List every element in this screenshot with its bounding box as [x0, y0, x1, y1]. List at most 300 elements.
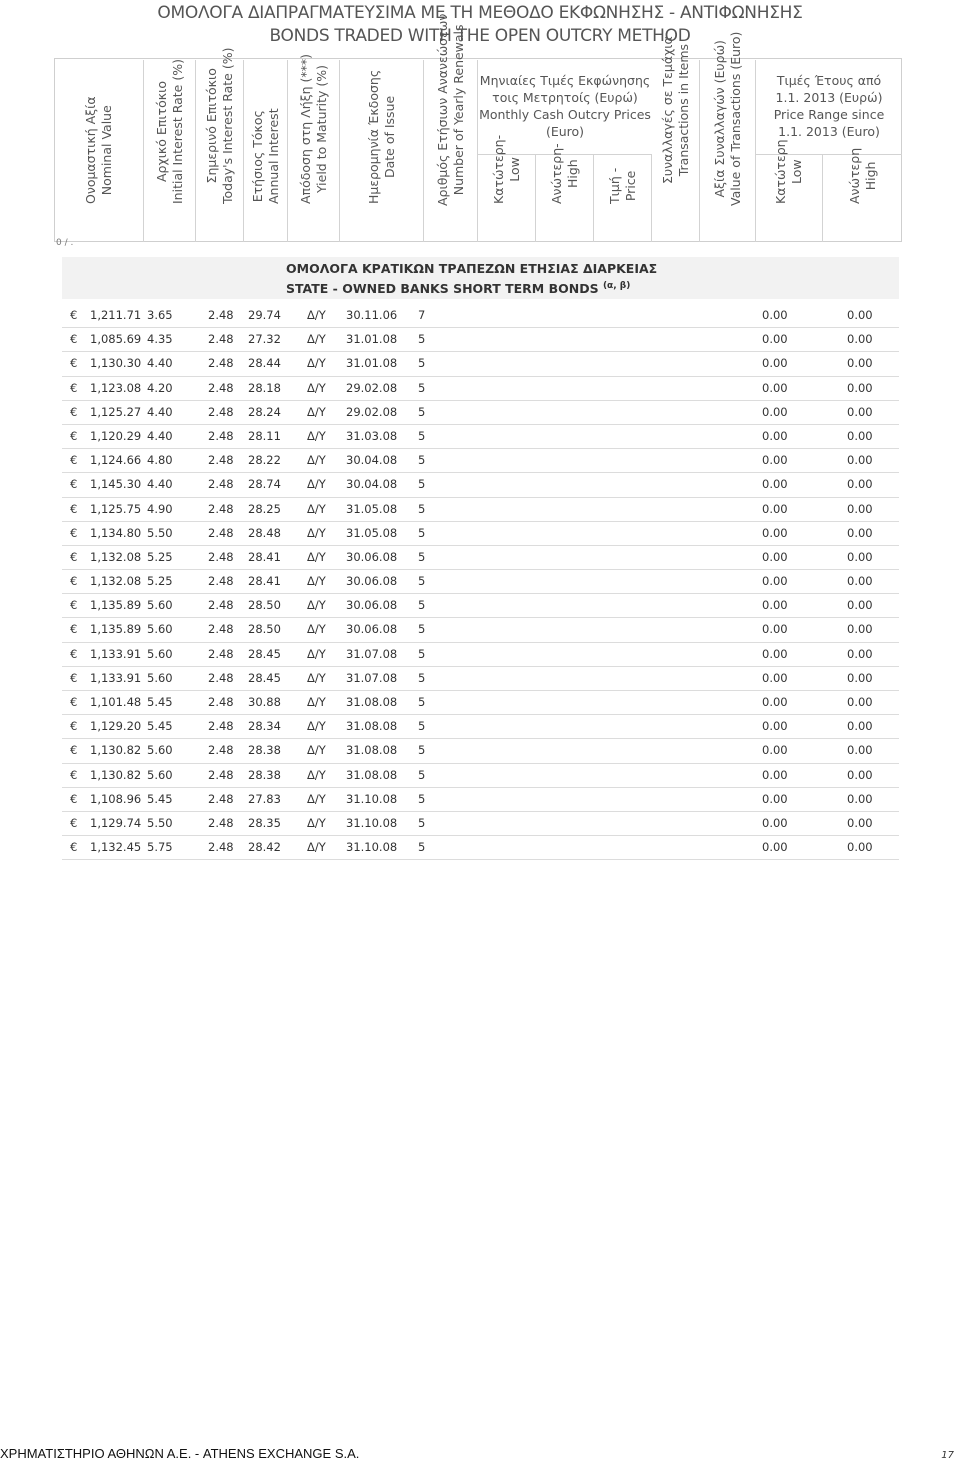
cell-year-high: 0.00 [847, 501, 873, 516]
cell-annual-interest: 28.50 [248, 598, 281, 613]
cell-todays-rate: 2.48 [208, 332, 234, 347]
header-monthly-high-gr: Ανώτερη- [548, 143, 564, 204]
cell-issue-date: 31.08.08 [346, 743, 398, 758]
cell-renewals: 5 [418, 840, 426, 855]
cell-nominal-value: 1,133.91 [90, 646, 142, 661]
cell-yield: Δ/Υ [307, 622, 326, 637]
cell-annual-interest: 28.41 [248, 574, 281, 589]
cell-year-low: 0.00 [762, 815, 788, 830]
cell-todays-rate: 2.48 [208, 719, 234, 734]
cell-yield: Δ/Υ [307, 380, 326, 395]
header-transactions-en: Transactions in Items [675, 43, 691, 177]
cell-todays-rate: 2.48 [208, 791, 234, 806]
cell-nominal-value: 1,130.82 [90, 767, 142, 782]
cell-annual-interest: 28.48 [248, 525, 281, 540]
header-todays-rate-en: Today's Interest Rate (%) [219, 47, 235, 204]
footer-text: ΧΡΗΜΑΤΙΣΤΗΡΙΟ ΑΘΗΝΩΝ Α.Ε. - ATHENS EXCHANGE S.A. [0, 1446, 360, 1461]
cell-nominal-value: 1,125.27 [90, 404, 142, 419]
cell-annual-interest: 28.22 [248, 453, 281, 468]
cell-currency: € [70, 815, 78, 830]
cell-nominal-value: 1,145.30 [90, 477, 142, 492]
header-monthly-high [536, 143, 594, 242]
cell-initial-rate: 4.20 [147, 380, 173, 395]
table-row [62, 304, 899, 328]
cell-annual-interest: 28.38 [248, 743, 281, 758]
cell-currency: € [70, 501, 78, 516]
cell-renewals: 5 [418, 743, 426, 758]
cell-annual-interest: 28.11 [248, 428, 281, 443]
cell-todays-rate: 2.48 [208, 380, 234, 395]
cell-todays-rate: 2.48 [208, 815, 234, 830]
cell-year-low: 0.00 [762, 598, 788, 613]
cell-initial-rate: 5.50 [147, 525, 173, 540]
cell-yield: Δ/Υ [307, 453, 326, 468]
cell-todays-rate: 2.48 [208, 428, 234, 443]
cell-nominal-value: 1,124.66 [90, 453, 142, 468]
cell-todays-rate: 2.48 [208, 453, 234, 468]
cell-issue-date: 30.06.08 [346, 598, 398, 613]
cell-nominal-value: 1,130.82 [90, 743, 142, 758]
cell-year-high: 0.00 [847, 598, 873, 613]
cell-annual-interest: 28.41 [248, 549, 281, 564]
cell-initial-rate: 4.35 [147, 332, 173, 347]
cell-annual-interest: 28.24 [248, 404, 281, 419]
cell-currency: € [70, 332, 78, 347]
cell-year-high: 0.00 [847, 477, 873, 492]
header-annual-interest [244, 60, 288, 242]
cell-year-low: 0.00 [762, 477, 788, 492]
cell-annual-interest: 30.88 [248, 695, 281, 709]
header-annual-interest-en: Annual Interest [265, 108, 281, 204]
cell-initial-rate: 5.60 [147, 767, 173, 782]
cell-nominal-value: 1,129.74 [90, 815, 142, 830]
header-year-gr-2: 1.1. 2013 (Ευρώ) [775, 90, 883, 105]
cell-annual-interest: 28.44 [248, 356, 281, 371]
cell-renewals: 5 [418, 332, 426, 347]
cell-nominal-value: 1,130.30 [90, 356, 142, 371]
cell-yield: Δ/Υ [307, 404, 326, 419]
cell-issue-date: 30.04.08 [346, 477, 398, 492]
header-transactions [652, 36, 700, 242]
table-row [62, 570, 899, 594]
cell-annual-interest: 28.45 [248, 646, 281, 661]
cell-issue-date: 31.08.08 [346, 695, 398, 709]
header-year-range [756, 72, 902, 140]
cell-todays-rate: 2.48 [208, 549, 234, 564]
table-row [62, 764, 899, 788]
cell-yield: Δ/Υ [307, 743, 326, 758]
cell-nominal-value: 1,135.89 [90, 622, 142, 637]
cell-currency: € [70, 308, 78, 322]
header-monthly-price-en: Price [622, 170, 638, 202]
cell-year-low: 0.00 [762, 453, 788, 468]
cell-year-high: 0.00 [847, 767, 873, 782]
table-row [62, 473, 899, 497]
cell-currency: € [70, 840, 78, 855]
cell-renewals: 5 [418, 815, 426, 830]
cell-renewals: 7 [418, 308, 426, 322]
table-row [62, 401, 899, 425]
cell-todays-rate: 2.48 [208, 622, 234, 637]
cell-year-low: 0.00 [762, 380, 788, 395]
table-row [62, 739, 899, 763]
header-todays-rate [196, 47, 244, 242]
cell-issue-date: 31.01.08 [346, 332, 398, 347]
table-row [62, 715, 899, 739]
header-todays-rate-gr: Σημερινό Επιτόκιο [203, 68, 219, 184]
cell-annual-interest: 27.32 [248, 332, 281, 347]
cell-year-high: 0.00 [847, 646, 873, 661]
header-year-gr-1: Τιμές Έτους από [776, 73, 882, 88]
cell-year-low: 0.00 [762, 525, 788, 540]
header-monthly-low-gr: Κατώτερη- [490, 134, 506, 204]
cell-year-low: 0.00 [762, 404, 788, 419]
header-year-high-gr: Ανώτερη [846, 147, 862, 204]
cell-yield: Δ/Υ [307, 815, 326, 830]
header-monthly-gr-1: Μηνιαίες Τιμές Εκφώνησης [479, 73, 651, 88]
cell-initial-rate: 4.40 [147, 477, 173, 492]
cell-issue-date: 31.08.08 [346, 719, 398, 734]
header-monthly-en-2: (Euro) [545, 124, 585, 139]
header-monthly-high-en: High [564, 159, 580, 189]
section-title-greek: ΟΜΟΛΟΓΑ ΚΡΑΤΙΚΩΝ ΤΡΑΠΕΖΩΝ ΕΤΗΣΙΑΣ ΔΙΑΡΚΕΙΑΣ [286, 261, 658, 276]
cell-initial-rate: 4.40 [147, 356, 173, 371]
header-monthly-en-1: Monthly Cash Outcry Prices [479, 107, 651, 122]
cell-yield: Δ/Υ [307, 477, 326, 492]
cell-renewals: 5 [418, 501, 426, 516]
cell-renewals: 5 [418, 695, 426, 709]
cell-year-high: 0.00 [847, 453, 873, 468]
header-issue-date [340, 60, 424, 242]
cell-initial-rate: 5.45 [147, 695, 173, 709]
cell-annual-interest: 28.18 [248, 380, 281, 395]
header-year-high [823, 147, 902, 242]
cell-issue-date: 30.06.08 [346, 622, 398, 637]
header-renewals [424, 13, 478, 242]
table-row [62, 498, 899, 522]
cell-renewals: 5 [418, 453, 426, 468]
section-title-english-wrap [286, 281, 630, 296]
cell-todays-rate: 2.48 [208, 598, 234, 613]
cell-annual-interest: 28.50 [248, 622, 281, 637]
cell-year-high: 0.00 [847, 525, 873, 540]
cell-year-low: 0.00 [762, 695, 788, 709]
table-row [62, 667, 899, 691]
cell-nominal-value: 1,132.08 [90, 574, 142, 589]
cell-yield: Δ/Υ [307, 501, 326, 516]
cell-year-low: 0.00 [762, 767, 788, 782]
cell-todays-rate: 2.48 [208, 695, 234, 709]
cell-year-high: 0.00 [847, 549, 873, 564]
cell-currency: € [70, 453, 78, 468]
cell-initial-rate: 4.90 [147, 501, 173, 516]
table-row [62, 546, 899, 570]
cell-year-low: 0.00 [762, 501, 788, 516]
cell-year-low: 0.00 [762, 840, 788, 855]
cell-renewals: 5 [418, 646, 426, 661]
cell-todays-rate: 2.48 [208, 356, 234, 371]
table-row [62, 449, 899, 473]
table-row [62, 522, 899, 546]
cell-currency: € [70, 646, 78, 661]
header-stub-text: 0 / . [56, 238, 74, 248]
header-value-gr: Αξία Συναλλαγών (Ευρώ) [711, 40, 727, 198]
cell-year-low: 0.00 [762, 646, 788, 661]
cell-year-high: 0.00 [847, 404, 873, 419]
cell-year-high: 0.00 [847, 622, 873, 637]
cell-currency: € [70, 695, 78, 709]
cell-issue-date: 31.03.08 [346, 428, 398, 443]
cell-year-low: 0.00 [762, 428, 788, 443]
header-monthly-low-en: Low [506, 157, 522, 182]
cell-year-low: 0.00 [762, 549, 788, 564]
table-row [62, 328, 899, 352]
cell-year-high: 0.00 [847, 332, 873, 347]
cell-year-high: 0.00 [847, 308, 873, 322]
cell-currency: € [70, 356, 78, 371]
cell-todays-rate: 2.48 [208, 840, 234, 855]
cell-issue-date: 31.05.08 [346, 501, 398, 516]
section-note: (α, β) [602, 281, 631, 291]
cell-issue-date: 30.06.08 [346, 549, 398, 564]
cell-initial-rate: 4.40 [147, 404, 173, 419]
cell-renewals: 5 [418, 525, 426, 540]
cell-nominal-value: 1,133.91 [90, 670, 142, 685]
header-year-en-1: Price Range since [773, 107, 885, 122]
cell-initial-rate: 5.45 [147, 791, 173, 806]
cell-renewals: 5 [418, 719, 426, 734]
cell-nominal-value: 1,211.71 [90, 308, 142, 322]
cell-initial-rate: 4.80 [147, 453, 173, 468]
cell-issue-date: 31.07.08 [346, 670, 398, 685]
table-row [62, 691, 899, 715]
cell-renewals: 5 [418, 549, 426, 564]
header-issue-date-en: Date of Issue [381, 95, 397, 179]
cell-currency: € [70, 719, 78, 734]
cell-renewals: 5 [418, 670, 426, 685]
cell-todays-rate: 2.48 [208, 501, 234, 516]
cell-yield: Δ/Υ [307, 356, 326, 371]
cell-yield: Δ/Υ [307, 840, 326, 855]
cell-todays-rate: 2.48 [208, 743, 234, 758]
table-row [62, 812, 899, 836]
cell-initial-rate: 5.50 [147, 815, 173, 830]
cell-issue-date: 31.01.08 [346, 356, 398, 371]
page-number: 17 [941, 1450, 954, 1461]
header-yield-en: Yield to Maturity (%) [313, 64, 329, 194]
cell-issue-date: 31.05.08 [346, 525, 398, 540]
cell-issue-date: 31.10.08 [346, 791, 398, 806]
cell-currency: € [70, 428, 78, 443]
cell-initial-rate: 5.75 [147, 840, 173, 855]
cell-currency: € [70, 549, 78, 564]
cell-initial-rate: 3.65 [147, 308, 173, 322]
cell-initial-rate: 5.60 [147, 646, 173, 661]
cell-currency: € [70, 622, 78, 637]
cell-nominal-value: 1,085.69 [90, 332, 142, 347]
cell-renewals: 5 [418, 404, 426, 419]
cell-annual-interest: 28.42 [248, 840, 281, 855]
table-row [62, 618, 899, 642]
cell-nominal-value: 1,123.08 [90, 380, 142, 395]
cell-currency: € [70, 380, 78, 395]
cell-year-low: 0.00 [762, 308, 788, 322]
cell-annual-interest: 29.74 [248, 308, 281, 322]
cell-annual-interest: 28.25 [248, 501, 281, 516]
table-row [62, 788, 899, 812]
cell-annual-interest: 28.38 [248, 767, 281, 782]
cell-issue-date: 30.04.08 [346, 453, 398, 468]
cell-annual-interest: 28.35 [248, 815, 281, 830]
cell-year-low: 0.00 [762, 743, 788, 758]
header-initial-rate-en: Initial Interest Rate (%) [169, 59, 185, 204]
header-initial-rate [144, 60, 196, 242]
cell-year-high: 0.00 [847, 815, 873, 830]
cell-renewals: 5 [418, 380, 426, 395]
cell-year-high: 0.00 [847, 695, 873, 709]
cell-yield: Δ/Υ [307, 646, 326, 661]
cell-annual-interest: 28.45 [248, 670, 281, 685]
cell-nominal-value: 1,132.08 [90, 549, 142, 564]
cell-yield: Δ/Υ [307, 767, 326, 782]
cell-year-low: 0.00 [762, 622, 788, 637]
cell-nominal-value: 1,120.29 [90, 428, 142, 443]
cell-currency: € [70, 598, 78, 613]
cell-initial-rate: 5.25 [147, 549, 173, 564]
cell-currency: € [70, 670, 78, 685]
cell-initial-rate: 4.40 [147, 428, 173, 443]
header-annual-interest-gr: Ετήσιος Τόκος [249, 110, 265, 203]
cell-nominal-value: 1,134.80 [90, 525, 142, 540]
cell-initial-rate: 5.25 [147, 574, 173, 589]
table-row [62, 352, 899, 376]
cell-yield: Δ/Υ [307, 670, 326, 685]
header-transactions-gr: Συναλλαγές σε Τεμάχια [659, 36, 675, 184]
cell-renewals: 5 [418, 356, 426, 371]
table-row [62, 594, 899, 618]
header-year-low-gr: Κατώτερη [773, 139, 788, 204]
cell-annual-interest: 28.74 [248, 477, 281, 492]
cell-year-low: 0.00 [762, 719, 788, 734]
cell-year-high: 0.00 [847, 719, 873, 734]
header-year-high-en: High [862, 161, 878, 191]
cell-initial-rate: 5.60 [147, 670, 173, 685]
cell-todays-rate: 2.48 [208, 670, 234, 685]
header-monthly-low [478, 134, 536, 242]
header-year-low [756, 139, 823, 242]
header-monthly-price [594, 155, 652, 242]
cell-renewals: 5 [418, 791, 426, 806]
header-value [700, 31, 756, 242]
cell-issue-date: 29.02.08 [346, 380, 398, 395]
cell-yield: Δ/Υ [307, 428, 326, 443]
cell-nominal-value: 1,101.48 [90, 695, 142, 709]
cell-nominal-value: 1,129.20 [90, 719, 142, 734]
header-year-en-2: 1.1. 2013 (Euro) [778, 124, 880, 139]
cell-yield: Δ/Υ [307, 574, 326, 589]
table-row [62, 643, 899, 667]
cell-currency: € [70, 767, 78, 782]
cell-year-high: 0.00 [847, 574, 873, 589]
cell-issue-date: 30.11.06 [346, 308, 398, 322]
cell-currency: € [70, 743, 78, 758]
cell-year-low: 0.00 [762, 670, 788, 685]
cell-year-low: 0.00 [762, 574, 788, 589]
cell-nominal-value: 1,135.89 [90, 598, 142, 613]
cell-todays-rate: 2.48 [208, 404, 234, 419]
header-yield-gr: Απόδοση στη Λήξη (***) [297, 53, 313, 204]
cell-renewals: 5 [418, 574, 426, 589]
cell-todays-rate: 2.48 [208, 767, 234, 782]
header-monthly-gr-2: τοις Μετρητοίς (Ευρώ) [492, 90, 638, 105]
cell-currency: € [70, 404, 78, 419]
cell-year-high: 0.00 [847, 791, 873, 806]
header-monthly-prices [478, 72, 652, 140]
table-row [62, 377, 899, 401]
cell-yield: Δ/Υ [307, 525, 326, 540]
header-monthly-price-gr: Τιμή - [606, 167, 622, 204]
cell-year-high: 0.00 [847, 670, 873, 685]
cell-renewals: 5 [418, 622, 426, 637]
cell-nominal-value: 1,108.96 [90, 791, 142, 806]
cell-currency: € [70, 791, 78, 806]
cell-year-high: 0.00 [847, 840, 873, 855]
header-value-en: Value of Transactions (Euro) [727, 31, 743, 206]
cell-currency: € [70, 525, 78, 540]
cell-issue-date: 31.07.08 [346, 646, 398, 661]
cell-renewals: 5 [418, 767, 426, 782]
cell-issue-date: 29.02.08 [346, 404, 398, 419]
cell-initial-rate: 5.60 [147, 598, 173, 613]
cell-nominal-value: 1,125.75 [90, 501, 142, 516]
cell-currency: € [70, 477, 78, 492]
cell-todays-rate: 2.48 [208, 477, 234, 492]
cell-annual-interest: 27.83 [248, 791, 281, 806]
cell-year-low: 0.00 [762, 791, 788, 806]
cell-issue-date: 30.06.08 [346, 574, 398, 589]
cell-year-high: 0.00 [847, 356, 873, 371]
header-renewals-gr: Αριθμός Ετήσιων Ανανεώσεων [434, 13, 450, 206]
cell-yield: Δ/Υ [307, 549, 326, 564]
cell-yield: Δ/Υ [307, 791, 326, 806]
cell-currency: € [70, 574, 78, 589]
cell-yield: Δ/Υ [307, 695, 326, 709]
header-nominal-gr: Ονομαστική Αξία [82, 96, 98, 204]
header-nominal-value [54, 60, 144, 242]
cell-yield: Δ/Υ [307, 308, 326, 322]
cell-todays-rate: 2.48 [208, 308, 234, 322]
cell-yield: Δ/Υ [307, 332, 326, 347]
cell-yield: Δ/Υ [307, 598, 326, 613]
header-year-low-en: Low [789, 159, 804, 185]
cell-annual-interest: 28.34 [248, 719, 281, 734]
cell-todays-rate: 2.48 [208, 574, 234, 589]
cell-issue-date: 31.08.08 [346, 767, 398, 782]
cell-todays-rate: 2.48 [208, 646, 234, 661]
cell-renewals: 5 [418, 598, 426, 613]
bond-table-body [62, 304, 899, 860]
page-title-english: BONDS TRADED WITH THE OPEN OUTCRY METHOD [269, 26, 691, 46]
header-yield [288, 53, 340, 242]
cell-year-high: 0.00 [847, 428, 873, 443]
cell-issue-date: 31.10.08 [346, 840, 398, 855]
section-title-english: STATE - OWNED BANKS SHORT TERM BONDS [286, 281, 599, 297]
cell-renewals: 5 [418, 477, 426, 492]
header-initial-rate-gr: Αρχικό Επιτόκιο [153, 81, 169, 183]
table-row [62, 425, 899, 449]
cell-year-high: 0.00 [847, 743, 873, 758]
cell-renewals: 5 [418, 428, 426, 443]
